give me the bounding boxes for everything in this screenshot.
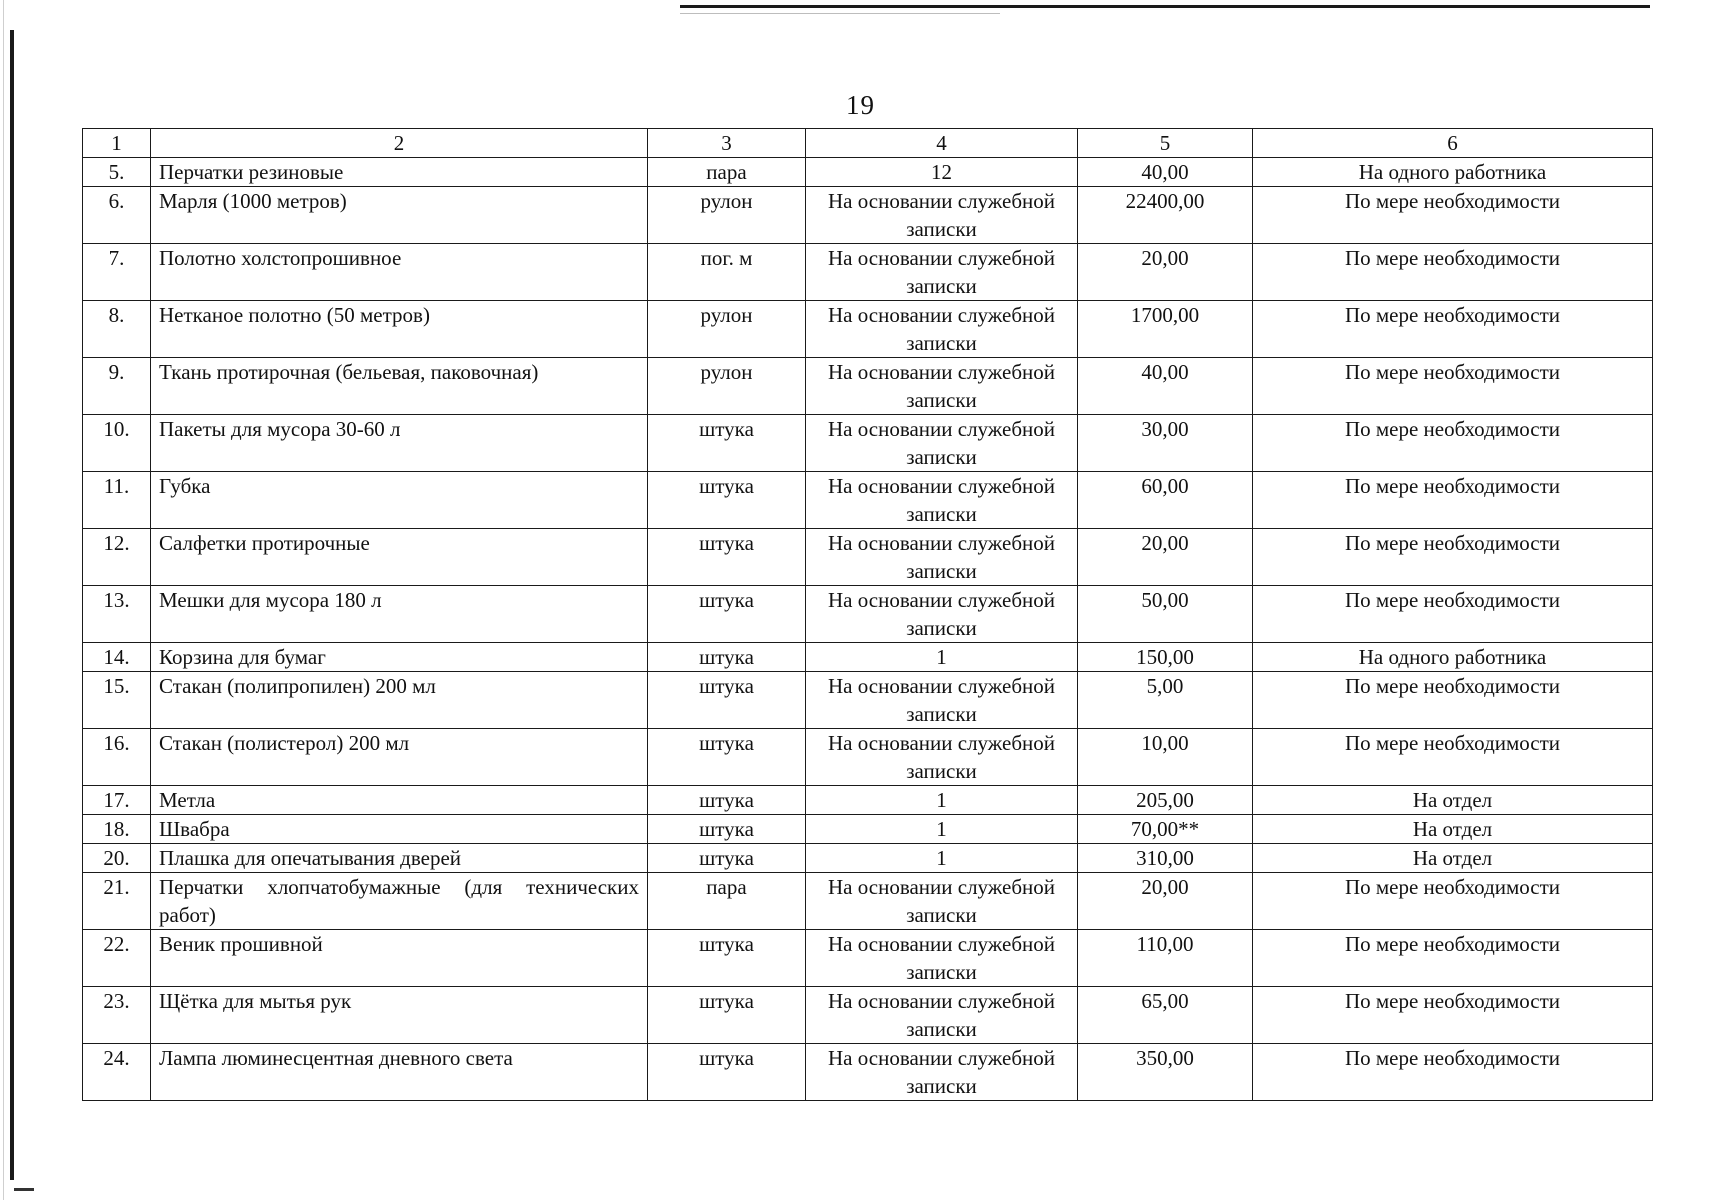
norm-note-cell: По мере необходимости: [1253, 729, 1653, 786]
row-number-cell: 5.: [83, 158, 151, 187]
price-cell: 20,00: [1078, 873, 1253, 930]
column-header: 1: [83, 129, 151, 158]
table-row: [83, 786, 1653, 815]
unit-of-measure-cell: штука: [648, 786, 806, 815]
row-number-cell: 8.: [83, 301, 151, 358]
scan-top-rule: [680, 5, 1650, 8]
unit-of-measure-cell: рулон: [648, 358, 806, 415]
quantity-cell: На основании служебной записки: [806, 358, 1078, 415]
table-row: [83, 672, 1653, 729]
page-number: 19: [846, 90, 875, 120]
price-cell: 65,00: [1078, 987, 1253, 1044]
unit-of-measure-cell: штука: [648, 815, 806, 844]
unit-of-measure-cell: штука: [648, 987, 806, 1044]
norm-note-cell: На одного работника: [1253, 158, 1653, 187]
row-number-cell: 23.: [83, 987, 151, 1044]
quantity-cell: На основании служебной записки: [806, 244, 1078, 301]
item-name-cell: Веник прошивной: [151, 930, 648, 987]
column-header: 2: [151, 129, 648, 158]
row-number-cell: 21.: [83, 873, 151, 930]
row-number-cell: 17.: [83, 786, 151, 815]
table-row: [83, 358, 1653, 415]
norm-note-cell: По мере необходимости: [1253, 529, 1653, 586]
row-number-cell: 11.: [83, 472, 151, 529]
quantity-cell: 1: [806, 786, 1078, 815]
item-name-cell: Щётка для мытья рук: [151, 987, 648, 1044]
item-name-cell: Марля (1000 метров): [151, 187, 648, 244]
item-name-cell: Лампа люминесцентная дневного света: [151, 1044, 648, 1101]
price-cell: 70,00**: [1078, 815, 1253, 844]
price-cell: 22400,00: [1078, 187, 1253, 244]
norm-note-cell: На отдел: [1253, 844, 1653, 873]
norm-note-cell: По мере необходимости: [1253, 987, 1653, 1044]
row-number-cell: 24.: [83, 1044, 151, 1101]
row-number-cell: 6.: [83, 187, 151, 244]
column-header: 3: [648, 129, 806, 158]
row-number-cell: 13.: [83, 586, 151, 643]
quantity-cell: На основании служебной записки: [806, 930, 1078, 987]
row-number-cell: 20.: [83, 844, 151, 873]
price-cell: 310,00: [1078, 844, 1253, 873]
unit-of-measure-cell: рулон: [648, 301, 806, 358]
scan-left-border: [10, 30, 14, 1180]
item-name-cell: Перчатки резиновые: [151, 158, 648, 187]
table-header-row: [83, 129, 1653, 158]
table-row: [83, 1044, 1653, 1101]
table-row: [83, 930, 1653, 987]
supplies-table: [82, 128, 1653, 1101]
table-row: [83, 158, 1653, 187]
row-number-cell: 14.: [83, 643, 151, 672]
unit-of-measure-cell: штука: [648, 930, 806, 987]
table-row: [83, 586, 1653, 643]
table-row: [83, 529, 1653, 586]
quantity-cell: На основании служебной записки: [806, 301, 1078, 358]
item-name-cell: Стакан (полистерол) 200 мл: [151, 729, 648, 786]
item-name-cell: Пакеты для мусора 30-60 л: [151, 415, 648, 472]
item-name-cell: Ткань протирочная (бельевая, паковочная): [151, 358, 648, 415]
price-cell: 205,00: [1078, 786, 1253, 815]
unit-of-measure-cell: пара: [648, 158, 806, 187]
price-cell: 10,00: [1078, 729, 1253, 786]
price-cell: 350,00: [1078, 1044, 1253, 1101]
price-cell: 20,00: [1078, 244, 1253, 301]
row-number-cell: 10.: [83, 415, 151, 472]
quantity-cell: 1: [806, 815, 1078, 844]
table-row: [83, 987, 1653, 1044]
norm-note-cell: На отдел: [1253, 815, 1653, 844]
unit-of-measure-cell: штука: [648, 529, 806, 586]
norm-note-cell: По мере необходимости: [1253, 301, 1653, 358]
column-header: 6: [1253, 129, 1653, 158]
table-row: [83, 472, 1653, 529]
norm-note-cell: По мере необходимости: [1253, 244, 1653, 301]
item-name-cell: Плашка для опечатывания дверей: [151, 844, 648, 873]
unit-of-measure-cell: пог. м: [648, 244, 806, 301]
quantity-cell: На основании служебной записки: [806, 187, 1078, 244]
column-header: 5: [1078, 129, 1253, 158]
item-name-cell: Мешки для мусора 180 л: [151, 586, 648, 643]
column-header: 4: [806, 129, 1078, 158]
price-cell: 60,00: [1078, 472, 1253, 529]
table-row: [83, 844, 1653, 873]
quantity-cell: На основании служебной записки: [806, 729, 1078, 786]
row-number-cell: 9.: [83, 358, 151, 415]
norm-note-cell: На одного работника: [1253, 643, 1653, 672]
price-cell: 5,00: [1078, 672, 1253, 729]
norm-note-cell: По мере необходимости: [1253, 873, 1653, 930]
price-cell: 150,00: [1078, 643, 1253, 672]
price-cell: 1700,00: [1078, 301, 1253, 358]
quantity-cell: На основании служебной записки: [806, 586, 1078, 643]
norm-note-cell: На отдел: [1253, 786, 1653, 815]
item-name-cell: Корзина для бумаг: [151, 643, 648, 672]
table-row: [83, 873, 1653, 930]
norm-note-cell: По мере необходимости: [1253, 1044, 1653, 1101]
quantity-cell: На основании служебной записки: [806, 873, 1078, 930]
item-name-cell: Нетканое полотно (50 метров): [151, 301, 648, 358]
item-name-cell: Губка: [151, 472, 648, 529]
unit-of-measure-cell: пара: [648, 873, 806, 930]
item-name-cell: Перчатки хлопчатобумажные (для технических работ): [151, 873, 648, 930]
item-name-cell: Салфетки протирочные: [151, 529, 648, 586]
unit-of-measure-cell: штука: [648, 729, 806, 786]
norm-note-cell: По мере необходимости: [1253, 187, 1653, 244]
item-name-cell: Швабра: [151, 815, 648, 844]
price-cell: 50,00: [1078, 586, 1253, 643]
unit-of-measure-cell: штука: [648, 1044, 806, 1101]
scan-corner-mark: [14, 1188, 34, 1191]
quantity-cell: 1: [806, 844, 1078, 873]
unit-of-measure-cell: штука: [648, 415, 806, 472]
item-name-cell: Полотно холстопрошивное: [151, 244, 648, 301]
quantity-cell: На основании служебной записки: [806, 987, 1078, 1044]
unit-of-measure-cell: штука: [648, 844, 806, 873]
row-number-cell: 16.: [83, 729, 151, 786]
price-cell: 20,00: [1078, 529, 1253, 586]
quantity-cell: На основании служебной записки: [806, 472, 1078, 529]
norm-note-cell: По мере необходимости: [1253, 358, 1653, 415]
scan-top-rule-thin: [680, 13, 1000, 14]
price-cell: 30,00: [1078, 415, 1253, 472]
table-row: [83, 187, 1653, 244]
price-cell: 110,00: [1078, 930, 1253, 987]
item-name-cell: Метла: [151, 786, 648, 815]
norm-note-cell: По мере необходимости: [1253, 930, 1653, 987]
table-row: [83, 643, 1653, 672]
unit-of-measure-cell: штука: [648, 586, 806, 643]
unit-of-measure-cell: штука: [648, 472, 806, 529]
price-cell: 40,00: [1078, 358, 1253, 415]
quantity-cell: На основании служебной записки: [806, 672, 1078, 729]
table-row: [83, 815, 1653, 844]
table-body: [83, 158, 1653, 1101]
row-number-cell: 22.: [83, 930, 151, 987]
quantity-cell: На основании служебной записки: [806, 1044, 1078, 1101]
norm-note-cell: По мере необходимости: [1253, 672, 1653, 729]
scan-edge-shadow: [3, 0, 4, 1200]
quantity-cell: На основании служебной записки: [806, 529, 1078, 586]
norm-note-cell: По мере необходимости: [1253, 472, 1653, 529]
row-number-cell: 18.: [83, 815, 151, 844]
table-row: [83, 729, 1653, 786]
table-row: [83, 244, 1653, 301]
row-number-cell: 15.: [83, 672, 151, 729]
row-number-cell: 12.: [83, 529, 151, 586]
table-row: [83, 301, 1653, 358]
unit-of-measure-cell: штука: [648, 643, 806, 672]
unit-of-measure-cell: штука: [648, 672, 806, 729]
quantity-cell: На основании служебной записки: [806, 415, 1078, 472]
row-number-cell: 7.: [83, 244, 151, 301]
price-cell: 40,00: [1078, 158, 1253, 187]
quantity-cell: 12: [806, 158, 1078, 187]
item-name-cell: Стакан (полипропилен) 200 мл: [151, 672, 648, 729]
norm-note-cell: По мере необходимости: [1253, 415, 1653, 472]
norm-note-cell: По мере необходимости: [1253, 586, 1653, 643]
quantity-cell: 1: [806, 643, 1078, 672]
table-row: [83, 415, 1653, 472]
unit-of-measure-cell: рулон: [648, 187, 806, 244]
